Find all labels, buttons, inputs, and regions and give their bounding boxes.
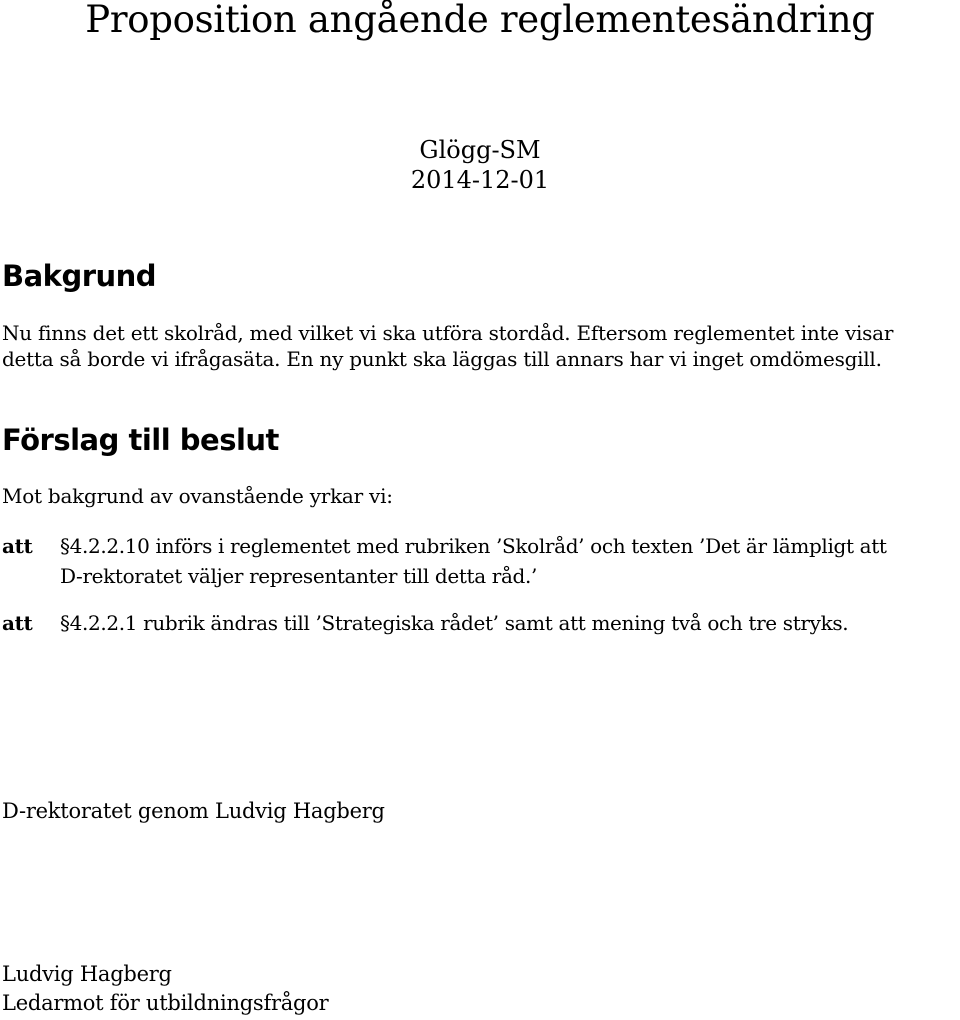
- motion-item-2: [2, 608, 848, 638]
- proposal-heading: Förslag till beslut: [2, 423, 279, 457]
- motion-item-1-continuation: [60, 561, 537, 591]
- signature-name: Ludvig Hagberg: [2, 962, 172, 986]
- motion-text-line-2: D-rektoratet väljer representanter till detta råd.’: [60, 564, 538, 588]
- proposal-intro: Mot bakgrund av ovanstående yrkar vi:: [2, 484, 393, 508]
- motion-keyword: att: [2, 534, 33, 558]
- background-heading: Bakgrund: [2, 259, 157, 293]
- document-date: 2014-12-01: [410, 166, 550, 194]
- background-paragraph: [2, 320, 960, 372]
- organization-name: Glögg-SM: [419, 136, 541, 164]
- motion-text-line-1: §4.2.2.10 införs i reglementet med rubriken ’Skolråd’ och texten ’Det är lämpligt att: [60, 534, 887, 558]
- background-line-2: detta så borde vi ifrågasäta. En ny punkt ska läggas till annars har vi inget omdömesgill.: [2, 347, 882, 371]
- document-title: Proposition angående reglementesändring: [85, 0, 875, 41]
- signature-on-behalf: D-rektoratet genom Ludvig Hagberg: [2, 799, 385, 823]
- motion-keyword: att: [2, 611, 33, 635]
- motion-text-line-1: §4.2.2.1 rubrik ändras till ’Strategiska rådet’ samt att mening två och tre stryks.: [60, 611, 849, 635]
- motion-item-1: [2, 531, 887, 561]
- background-line-1: Nu finns det ett skolråd, med vilket vi ska utföra stordåd. Eftersom reglementet inte visar: [2, 321, 894, 345]
- signature-role: Ledarmot för utbildningsfrågor: [2, 991, 329, 1015]
